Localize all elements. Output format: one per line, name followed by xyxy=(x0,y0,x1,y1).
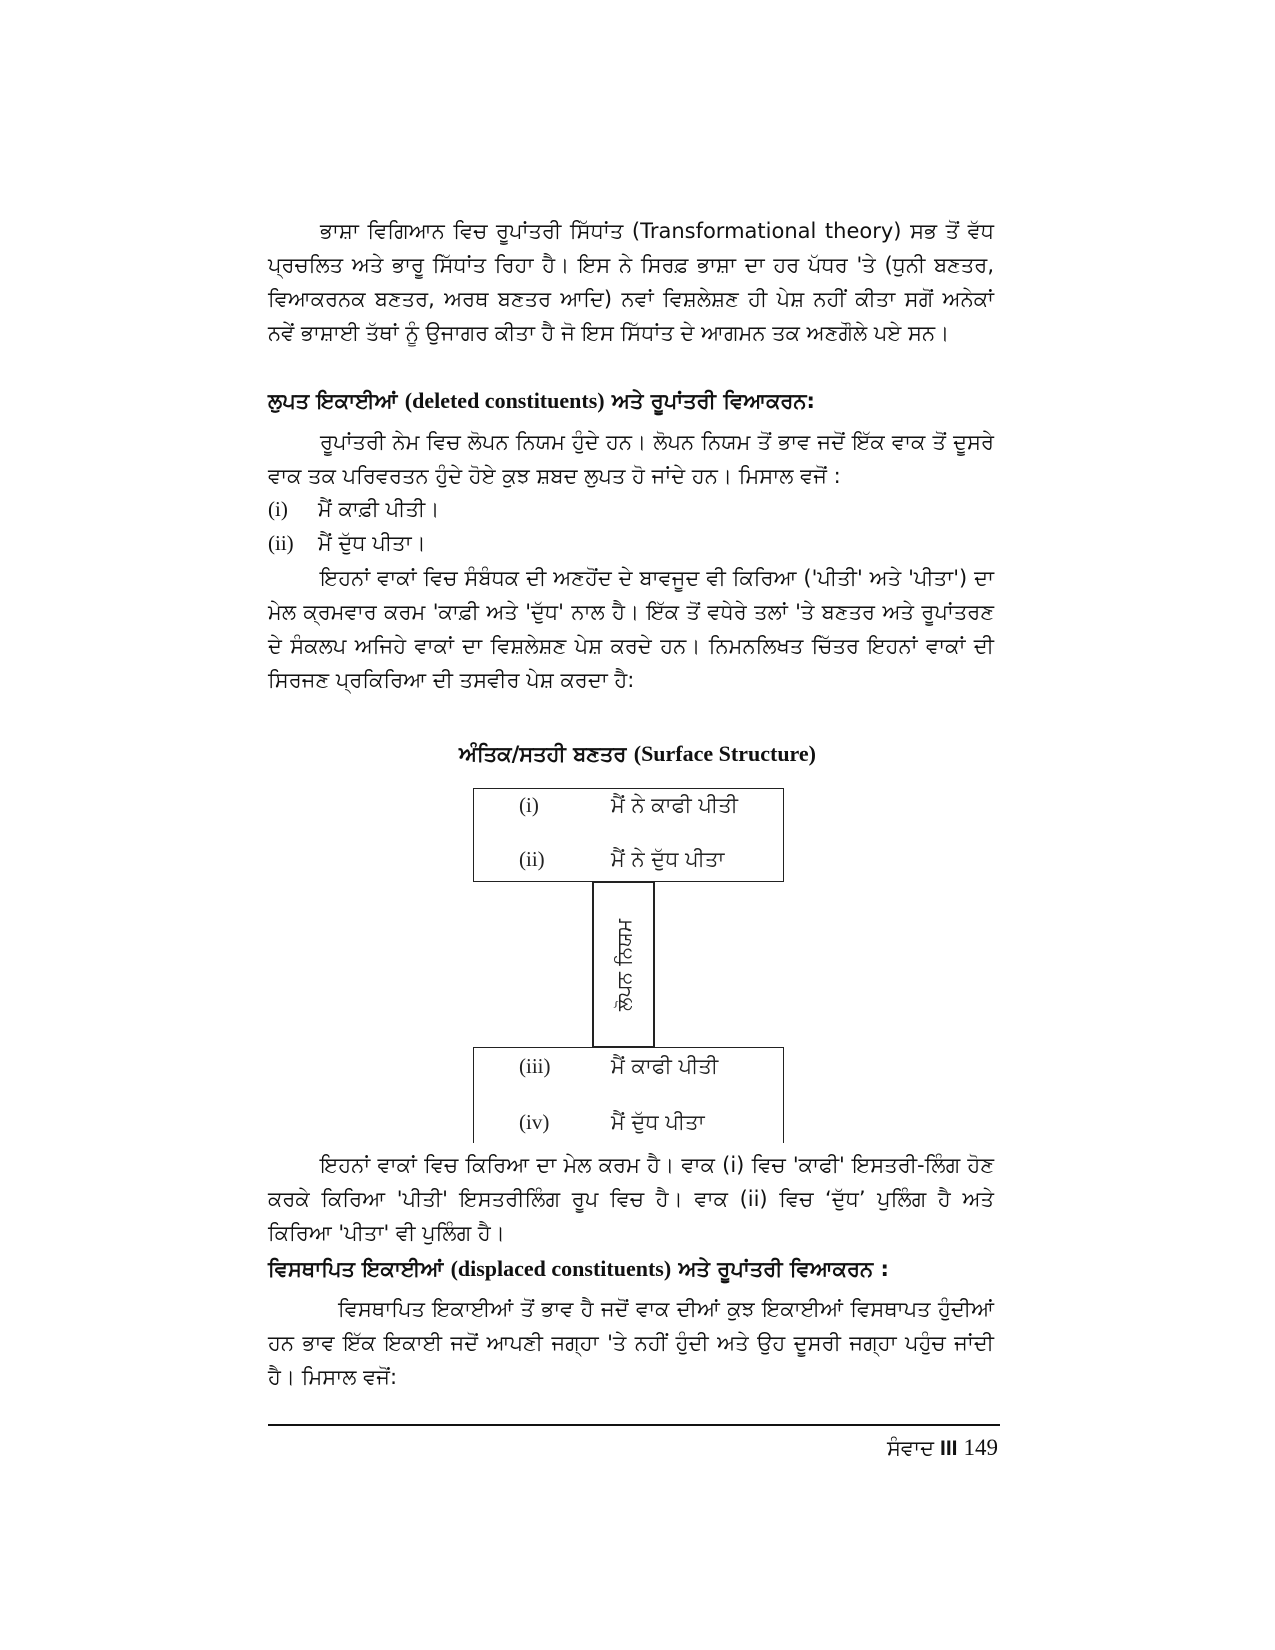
diagram-title-en: (Surface Structure) xyxy=(633,741,817,766)
para2: ਰੂਪਾਂਤਰੀ ਨੇਮ ਵਿਚ ਲੋਪਨ ਨਿਯਮ ਹੁੰਦੇ ਹਨ। ਲੋਪਨ ਨਿਯਮ ਤੋਂ ਭਾਵ ਜਦੋਂ ਇੱਕ ਵਾਕ ਤੋਂ ਦੂਸਰੇ ਵਾਕ ਤਕ ਪਰਿਵਰਤਨ ਹੁੰਦੇ ਹੋਏ ਕੁਝ ਸ਼ਬਦ ਲੁਪਤ ਹੋ ਜਾਂਦੇ ਹਨ। ਮਿਸਾਲ ਵਜੋਂ : xyxy=(268,430,994,488)
surface-structure-box-bottom xyxy=(473,1047,784,1143)
diagram-row-text: ਮੈਂ ਨੇ ਕਾਫੀ ਪੀਤੀ xyxy=(611,793,738,817)
surface-structure-box-top xyxy=(473,788,784,882)
heading2-pa-before: ਵਿਸਥਾਪਿਤ ਇਕਾਈਆਂ xyxy=(268,1257,451,1281)
diagram-title xyxy=(0,738,1275,770)
page-footer xyxy=(887,1432,998,1465)
example-number: (i) xyxy=(268,497,288,521)
diagram-row-2 xyxy=(519,847,724,872)
para5: ਵਿਸਥਾਪਿਤ ਇਕਾਈਆਂ ਤੋਂ ਭਾਵ ਹੈ ਜਦੋਂ ਵਾਕ ਦੀਆਂ ਕੁਝ ਇਕਾਈਆਂ ਵਿਸਥਾਪਤ ਹੁੰਦੀਆਂ ਹਨ ਭਾਵ ਇੱਕ ਇਕਾਈ ਜਦੋਂ ਆਪਣੀ ਜਗ੍ਹਾ 'ਤੇ ਨਹੀਂ ਹੁੰਦੀ ਅਤੇ ਉਹ ਦੂਸਰੀ ਜਗ੍ਹਾ ਪਹੁੰਚ ਜਾਂਦੀ ਹੈ। ਮਿਸਾਲ ਵਜੋਂ: xyxy=(268,1297,994,1389)
connector-label: ਲੋਪਨ ਨਿਯਮ xyxy=(611,918,636,1011)
example-text: ਮੈਂ ਦੁੱਧ ਪੀਤਾ। xyxy=(318,531,426,555)
diagram-row-text: ਮੈਂ ਦੁੱਧ ਪੀਤਾ xyxy=(611,1110,705,1134)
example-text: ਮੈਂ ਕਾਫ਼ੀ ਪੀਤੀ। xyxy=(318,497,440,521)
example-line-1 xyxy=(268,493,439,525)
footer-separator: III xyxy=(939,1437,958,1460)
heading1-pa-before: ਲੁਪਤ ਇਕਾਈਆਂ xyxy=(268,389,405,413)
deletion-rule-connector xyxy=(592,881,655,1048)
footer-divider xyxy=(268,1424,1000,1426)
intro-block xyxy=(268,214,994,350)
para5-block xyxy=(268,1292,994,1394)
heading2-pa-after: ਅਤੇ ਰੂਪਾਂਤਰੀ ਵਿਆਕਰਨ : xyxy=(671,1257,889,1281)
heading1-en: (deleted constituents) xyxy=(404,388,605,413)
diagram-row-number: (iii) xyxy=(519,1054,551,1078)
heading1-pa-after: ਅਤੇ ਰੂਪਾਂਤਰੀ ਵਿਆਕਰਨ: xyxy=(604,389,815,413)
journal-name: ਸੰਵਾਦ xyxy=(886,1436,934,1460)
section-heading-displaced-constituents xyxy=(268,1253,998,1285)
intro-paragraph: ਭਾਸ਼ਾ ਵਿਗਿਆਨ ਵਿਚ ਰੂਪਾਂਤਰੀ ਸਿੱਧਾਂਤ (Transformational theory) ਸਭ ਤੋਂ ਵੱਧ ਪ੍ਰਚਲਿਤ ਅਤੇ ਭਾਰੂ ਸਿੱਧਾਂਤ ਰਿਹਾ ਹੈ। ਇਸ ਨੇ ਸਿਰਫ਼ ਭਾਸ਼ਾ ਦਾ ਹਰ ਪੱਧਰ 'ਤੇ (ਧੁਨੀ ਬਣਤਰ, ਵਿਆਕਰਨਕ ਬਣਤਰ, ਅਰਥ ਬਣਤਰ ਆਦਿ) ਨਵਾਂ ਵਿਸ਼ਲੇਸ਼ਣ ਹੀ ਪੇਸ਼ ਨਹੀਂ ਕੀਤਾ ਸਗੋਂ ਅਨੇਕਾਂ ਨਵੇਂ ਭਾਸ਼ਾਈ ਤੱਥਾਂ ਨੂੰ ਉਜਾਗਰ ਕੀਤਾ ਹੈ ਜੋ ਇਸ ਸਿੱਧਾਂਤ ਦੇ ਆਗਮਨ ਤਕ ਅਣਗੌਲੇ ਪਏ ਸਨ। xyxy=(268,219,994,345)
diagram-row-text: ਮੈਂ ਕਾਫੀ ਪੀਤੀ xyxy=(611,1054,719,1078)
section-heading-deleted-constituents xyxy=(268,385,998,417)
para2-block xyxy=(268,425,994,493)
para3-block xyxy=(268,561,994,697)
diagram-row-1 xyxy=(519,793,738,818)
page-number: 149 xyxy=(963,1435,998,1460)
diagram-title-pa: ਅੰਤਿਕ/ਸਤਹੀ ਬਣਤਰ xyxy=(458,742,634,766)
para3: ਇਹਨਾਂ ਵਾਕਾਂ ਵਿਚ ਸੰਬੰਧਕ ਦੀ ਅਣਹੋਂਦ ਦੇ ਬਾਵਜੂਦ ਵੀ ਕਿਰਿਆ ('ਪੀਤੀ' ਅਤੇ 'ਪੀਤਾ') ਦਾ ਮੇਲ ਕ੍ਰਮਵਾਰ ਕਰਮ 'ਕਾਫ਼ੀ ਅਤੇ 'ਦੁੱਧ' ਨਾਲ ਹੈ। ਇੱਕ ਤੋਂ ਵਧੇਰੇ ਤਲਾਂ 'ਤੇ ਬਣਤਰ ਅਤੇ ਰੂਪਾਂਤਰਣ ਦੇ ਸੰਕਲਪ ਅਜਿਹੇ ਵਾਕਾਂ ਦਾ ਵਿਸ਼ਲੇਸ਼ਣ ਪੇਸ਼ ਕਰਦੇ ਹਨ। ਨਿਮਨਲਿਖਤ ਚਿੱਤਰ ਇਹਨਾਂ ਵਾਕਾਂ ਦੀ ਸਿਰਜਣ ਪ੍ਰਕਿਰਿਆ ਦੀ ਤਸਵੀਰ ਪੇਸ਼ ਕਰਦਾ ਹੈ: xyxy=(268,566,994,692)
example-number: (ii) xyxy=(268,531,294,555)
example-line-2 xyxy=(268,527,426,559)
diagram-row-number: (i) xyxy=(519,793,539,817)
diagram-row-number: (ii) xyxy=(519,847,545,871)
diagram-row-4 xyxy=(519,1110,705,1135)
heading2-en: (displaced constituents) xyxy=(450,1256,672,1281)
diagram-row-number: (iv) xyxy=(519,1110,550,1134)
para4-block xyxy=(268,1148,994,1250)
diagram-row-3 xyxy=(519,1054,718,1079)
diagram-row-text: ਮੈਂ ਨੇ ਦੁੱਧ ਪੀਤਾ xyxy=(611,847,725,871)
para4: ਇਹਨਾਂ ਵਾਕਾਂ ਵਿਚ ਕਿਰਿਆ ਦਾ ਮੇਲ ਕਰਮ ਹੈ। ਵਾਕ (i) ਵਿਚ 'ਕਾਫੀ' ਇਸਤਰੀ-ਲਿੰਗ ਹੋਣ ਕਰਕੇ ਕਿਰਿਆ 'ਪੀਤੀ' ਇਸਤਰੀਲਿੰਗ ਰੂਪ ਵਿਚ ਹੈ। ਵਾਕ (ii) ਵਿਚ ‘ਦੁੱਧ’ ਪੁਲਿੰਗ ਹੈ ਅਤੇ ਕਿਰਿਆ 'ਪੀਤਾ' ਵੀ ਪੁਲਿੰਗ ਹੈ। xyxy=(268,1153,994,1245)
